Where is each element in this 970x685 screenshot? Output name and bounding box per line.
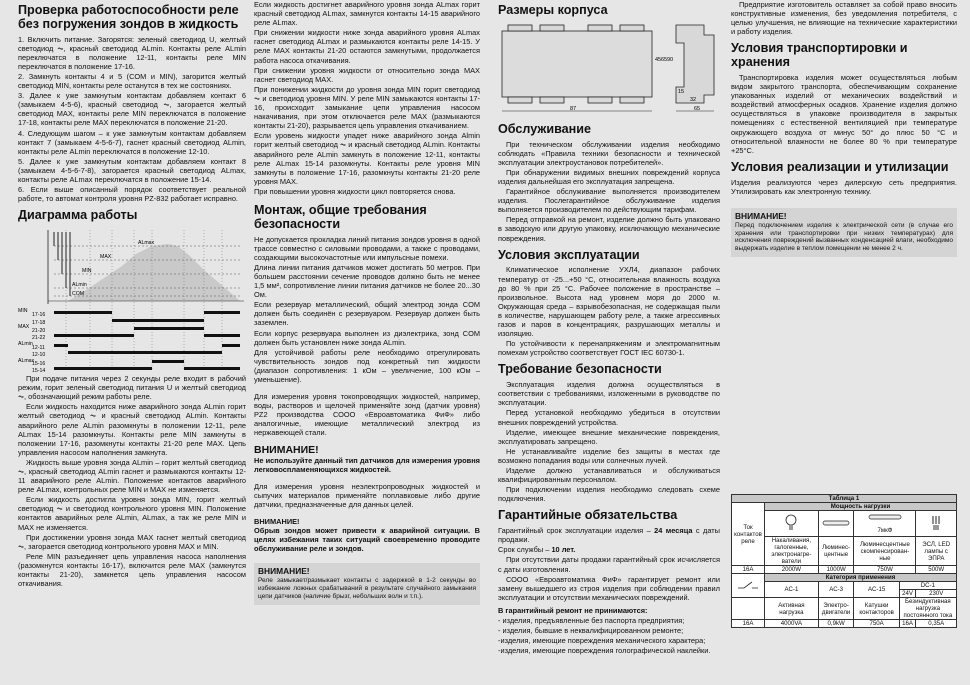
relay-contact-icon [732,574,765,598]
dim-h1: 45 [655,56,662,63]
diagram-title: Диаграмма работы [18,208,138,223]
operation-para-2: По устойчивости к перенапряжениям и электромагнитным помехам устройство соответствует ГОСТ IEC 60730-1. [498,339,720,358]
relay-almin-label: ALmin [18,341,33,348]
cat-load-blank [732,598,765,620]
cycle-para-1: Если жидкость достигнет аварийного уровня зонда ALmax горит красный светодиод ALmax, замкнутся контакты 14-15 аварийного реле ALmax. [254,0,480,28]
attention-condensation-box [731,208,957,257]
power-current: 16A [732,566,765,574]
service-title: Обслуживание [498,121,592,136]
install-para-2: Длина линии питания датчиков может достигать 50 метров. При большем расстоянии сечение проводов должно быть не менее 1,5 мм², сопротивление линии питания датчиков не более 20...30 Ом. [254,262,480,300]
dim-side3: 65 [694,105,701,112]
relay-almin-c1: 12-11 [32,345,45,352]
work-para-3: Жидкость выше уровня зонда ALmin – горит желтый светодиод ⏦, красный светодиод ALmin гаснет и размыкаются контакты 12-11 аварийного реле ALmin. Положение контактов аварийного реле ALmax, контрольных реле MIN и MAX не изменяется. [18,457,246,495]
attention-probes [254,517,480,553]
cat-value-4: 16A [899,620,916,628]
table-title: Таблица 1 [732,495,957,503]
cat-load-coils: Катушки контакторов [854,598,899,620]
column-4 [731,0,957,685]
cat-load-active: Активная нагрузка [765,598,819,620]
warranty-prefix: Гарантийный срок эксплуатации изделия – [498,526,651,536]
check-step-5: 5. Далее к уже замкнутым контактам добавляем контакт 8 (замыкаем 4-5-6-7-8), загорается красный светодиод ALmax, контакты реле ALmax переключатся в положение 15-14. [18,156,246,184]
safety-para-3: Изделие, имеющее внешние механические повреждения, эксплуатировать запрещено. [498,427,720,446]
relay-almin-c2: 12-10 [32,352,46,359]
power-value-2: 1000W [818,566,854,574]
relay-almax-c1: 15-16 [32,361,46,368]
check-step-2: 2. Замкнуть контакты 4 и 5 (COM и MIN), загорится желтый светодиод MIN, контакты реле останутся в тех же состояниях. [18,71,246,91]
service-para-3: Гарантийное обслуживание выполняется производителем изделия. Послегарантийное обслуживание изделия выполняется производителем по действующим тарифам. [498,187,720,215]
dim-h2: 65 [661,56,668,63]
install-para-3: Если резервуар металлический, общий электрод зонда COM должен быть соединён с резервуаром. Резервуар должен быть заземлен. [254,300,480,328]
safety-title: Требование безопасности [498,362,662,377]
current-head: Ток контактов реле [732,503,765,566]
relay-min-c1: 17-16 [32,312,46,319]
service-life-line [498,545,720,554]
transport-title: Условия транспортировки и хранения [731,41,908,70]
level-almax: ALmax [138,240,155,247]
attention-condensation-title: ВНИМАНИЕ! [735,210,787,221]
load-table-wrap [731,494,957,628]
power-value-3: 750W [854,566,916,574]
install-para-4: Если корпус резервуара выполнен из диэлектрика, зонд COM должен быть установлен ниже зонда ALmin. [254,328,480,347]
load-cfl-led: ЭСЛ, LED лампы с ЭПРА [916,537,957,566]
safety-para-1: Эксплуатация изделия должна осуществляться в соответствии с требованиями, изложенными в руководстве по эксплуатации. [498,380,720,408]
warranty-suffix: с даты продажи. [498,526,720,545]
load-table [731,494,957,628]
load-compensated: Люминесцентные скомпенсирован-ные [854,537,916,566]
power-value-1: 2000W [765,566,819,574]
column-3 [498,0,720,685]
service-life-prefix: Срок службы – [498,545,550,555]
attention-delay-text: Реле замыкает/размыкает контакты с задержкой в 1-2 секунды во избежание ложных срабатываний в результате случайного замыкания цепи датчиков (наличие брызг, небольших волн и т.п.). [258,577,476,600]
attention-probes-title: ВНИМАНИЕ! [254,517,300,526]
load-incandescent: Накаливания, галогенные, электронагре-ватели [765,537,819,566]
column-2 [254,0,480,685]
cycle-para-6: При повышении уровня жидкости цикл повторяется снова. [254,186,456,196]
load-fluorescent: Люминес-центные [818,537,854,566]
level-max: MAX [100,254,112,261]
warranty-para-1: При отсутствии даты продажи гарантийный срок исчисляется с даты изготовления. [498,555,720,574]
check-title: Проверка работоспособности реле без погружения зондов в жидкость [18,3,239,31]
attention-condensation-text: Перед подключением изделия к электрической сети (в случае его хранения или транспортировки при низких температурах) для исключения повреждений вызванных конденсацией влаги, необходимо выдержать изделие в теплом помещении не менее 2 ч. [735,221,953,253]
intro-para: Предприятие изготовитель оставляет за собой право вносить конструктивные изменения, без уведомления потребителя, с целью улучшения, не влияющие на технические характеристики и работу изделия. [731,0,957,37]
warranty-term: 24 месяца [654,526,693,536]
install-para-6: Для измерения уровня токопроводящих жидкостей, например, воды, растворов и щелочей применяйте зонд (датчик уровня) PZ2 производства СООО «Евроавтоматика ФиФ» либо аналогичные, имеющие металлический электрод из нержавеющей стали. [254,392,480,438]
service-para-1: При техническом обслуживании изделия необходимо соблюдать «Правила техники безопасности и технической эксплуатации электроустановок потребителей». [498,139,720,167]
fluorescent-icon [818,511,854,537]
compensated-fluorescent-icon [854,511,916,537]
attention-flammable [254,444,480,474]
cat-load-dc: Безиндуктивная нагрузка постоянного тока [899,598,956,620]
install-para-1: Не допускается прокладка линий питания зондов уровня в одной трассе совместно с силовыми проводами, а также с проводами, создающими высокочастотные или импульсные помехи. [254,234,480,262]
disposal-para: Изделия реализуются через дилерскую сеть предприятия. Утилизировать как электронную технику. [731,177,957,196]
relay-max-label: MAX [18,324,30,331]
attention-delay-box [254,563,480,604]
warranty-title: Гарантийные обязательства [498,508,678,523]
check-step-6: 6. Если выше описанный порядок соответствует реальной работе, то автомат контроля уровня PZ-832 работает исправно. [18,185,246,204]
check-step-1: 1. Включить питание. Загорятся: зеленый светодиод U, желтый светодиод ⏦, красный светодиод ALmin. Контакты реле ALmin переключатся в положение 12-11, контакты реле MIN переключатся в положение 17-16. [18,34,246,71]
level-com: COM [72,291,85,298]
attention-probes-text: Обрыв зондов может привести к аварийной ситуации. В целях избежания таких ситуаций своевременно проводите обслуживание реле и зондов. [254,526,480,554]
dim-h3: 90 [667,56,674,63]
cat-value-5: 0,35A [916,620,957,628]
cfl-led-icon [916,511,957,537]
dim-width: 87 [570,105,577,112]
safety-para-4: Не устанавливайте изделие без защиты в местах где возможно попадания воды или солнечных лучей. [498,446,720,465]
housing-dimensions-drawing [498,21,720,117]
operation-title: Условия эксплуатации [498,247,640,262]
capacitor-label: 7мкФ [877,527,893,534]
category-dc1: DC-1 [899,582,956,590]
dims-title: Размеры корпуса [498,3,608,17]
attention-flammable-title: ВНИМАНИЕ! [254,443,319,456]
service-para-2: При обнаружении видимых внешних повреждений корпуса изделия дальнейшая его эксплуатация запрещена. [498,167,720,186]
check-step-4: 4. Следующим шагом – к уже замкнутым контактам добавляем контакт 7 (замыкаем 4-5-6-7), гаснет красный светодиод ALmin, контакты реле ALmin переключатся в положение 12-10. [18,128,246,156]
cat-value-1: 4000VA [765,620,819,628]
relay-min-label: MIN [18,308,28,315]
nonconductive-para: Для измерения уровня неэлектропроводных жидкостей и сыпучих материалов применяйте поплавковые либо другие датчики, предназначенные для данных целей. [254,481,480,509]
cycle-para-5: Если уровень жидкости упадет ниже аварийного зонда Almin горит желтый светодиод ⏦ и красный светодиод ALmin. Контакты аварийного реле ALmin замкнуть в положение 12-11, контакты реле ALmax 15-14 разомкнуты. Контакты реле уровня MIN замкнуты в положение 17-16, разомкнуты контакты 21-20 реле уровня MAX. [254,131,480,186]
operation-diagram [18,226,246,374]
relay-max-c2: 21-22 [32,335,46,342]
work-para-2: Если жидкость находится ниже аварийного зонда ALmin горит желтый светодиод ⏦ и красный светодиод ALmin. Контакты аварийного реле ALmin разомкнуты в положении 12-11, реле ALmax 15-14 разомкнуты. Контакты реле MIN замкнуты в положении 17-16, разомкнуты контакты 21-20 реле MAX. Цепь управления насосом наполнения замкнута. [18,402,246,457]
not-accepted-1: - изделия, предъявленные без паспорта предприятия; [498,616,685,626]
relay-min-c2: 17-18 [32,320,46,327]
relay-almax-c2: 15-14 [32,368,46,375]
relay-almax-label: ALmax [18,358,35,365]
category-ac1: AC-1 [765,582,819,598]
service-life-value: 10 лет. [551,545,576,555]
safety-para-2: Перед установкой необходимо убедиться в отсутствии внешних повреждений устройства. [498,408,720,427]
install-para-5: Для устойчивой работы реле необходимо отрегулировать чувствительность зондов под конкретный тип жидкости (диапазон сопротивления: 1 кОм – увеличение, 100 кОм – уменьшение). [254,347,480,384]
work-para-1: При подаче питания через 2 секунды реле входит в рабочий режим, горит зеленый светодиод питания U и желтый светодиод ⏦, обозначающий режим работы реле. [18,374,246,402]
power-value-4: 500W [916,566,957,574]
warranty-para-2: СООО «Евроавтоматика ФиФ» гарантирует ремонт или замену вышедшего из строя изделия при соблюдении правил эксплуатации и отсутствии механических повреждений. [498,574,720,602]
warranty-term-line [498,526,720,544]
level-almin: ALmin [72,282,87,289]
safety-para-6: При подключении изделия необходимо следовать схеме подключения. [498,485,720,504]
not-accepted-3: -изделия, имеющие повреждения механического характера; [498,636,706,646]
safety-para-5: Изделие должно устанавливаться и обслуживаться квалифицированным персоналом. [498,466,720,485]
dc-volt-24: 24V [899,590,916,598]
work-para-5: При достижении уровня зонда MAX гаснет желтый светодиод ⏦, загорается светодиод контрольного уровня MAX и MIN. [18,532,246,551]
category-head: Категория применения [765,574,957,582]
disposal-title: Условия реализации и утилизации [731,159,949,174]
work-para-6: Реле MIN разъединяет цепь управления насоса наполнения (разомкнутся контакты 16-17), включится реле MAX (замкнутся контакты 21-20), замкнется цепь управления насосом откачивания. [18,551,246,589]
attention-flammable-text: Не используйте данный тип датчиков для измерения уровня легковоспламеняющихся жидкостей. [254,455,480,474]
dc-volt-230: 230V [916,590,957,598]
cycle-para-4: При понижении жидкости до уровня зонда MIN горит светодиод ⏦ и светодиод уровня MIN. У реле MIN замыкаются контакты 17-16, происходит замыкание цепи управления насосом накачивания, при этом отключается реле MAX (размыкаются контакты 21-20), разрывается цепь управления откачиванием. [254,84,480,131]
cat-current: 16A [732,620,765,628]
work-para-4: Если жидкость достигла уровня зонда MIN, горит желтый светодиод ⏦ и светодиод контрольного уровня MIN. Положение контактов аварийных реле ALmin, ALmax, а так же реле MIN и MAX не изменяется. [18,495,246,532]
level-min: MIN [82,268,92,275]
cat-value-2: 0,9kW [818,620,854,628]
cat-value-3: 750A [854,620,899,628]
power-head: Мощность нагрузки [765,503,957,511]
transport-para: Транспортировка изделия может осуществляться любым видом закрытого транспорта, обеспечивающим сохранение упакованных изделий от механических воздействий и воздействий атмосферных осадков. Хранение изделия должно осуществляться в упаковке производителя в закрытых помещениях с естественной вентиляцией при температуре окружающего воздуха от минус 50° до плюс 50 °С и относительной влажности не более 80 % при температуре +25°С. [731,72,957,155]
dim-side1: 15 [678,88,685,95]
column-1 [18,0,246,685]
attention-delay-title: ВНИМАНИЕ! [258,566,310,577]
cycle-para-3: При снижении уровня жидкости от относительно зонда MAX гаснет светодиод MAX. [254,65,480,84]
not-accepted-2: - изделия, бывшие в неквалифицированном ремонте; [498,626,684,636]
not-accepted-4: -изделия, имеющие повреждения голографической наклейки. [498,646,711,656]
install-title: Монтаж, общие требования безопасности [254,202,427,231]
incandescent-icon [765,511,819,537]
category-ac3: AC-3 [818,582,854,598]
cat-load-motors: Электро-двигатели [818,598,854,620]
cycle-para-2: При снижении жидкости ниже зонда аварийного уровня ALmax гаснет светодиод ALmax и размыкаются контакты реле 14-15. У реле MAX контакты 21-20 остаются замкнутыми, продолжается работа насоса откачивания. [254,28,480,65]
dim-side2: 32 [690,96,697,103]
operation-para-1: Климатическое исполнение УХЛ4, диапазон рабочих температур от -25...+50 °С, относительная влажность воздуха до 80 % при 25 °С. Рабочее положение в пространстве – произвольное. Высота над уровнем моря до 2000 м. Окружающая среда – взрывобезопасная, не содержащая пыли в количестве, нарушающем работу реле, а также агрессивных газов и паров в концентрациях, разрушающих металлы и изоляцию. [498,265,720,339]
relay-max-c1: 21-20 [32,328,46,335]
not-accepted-title: В гарантийный ремонт не принимаются: [498,605,648,615]
service-para-4: Перед отправкой на ремонт, изделие должно быть упаковано в заводскую или другую упаковку, исключающую механические повреждения. [498,215,720,243]
category-ac15: AC-15 [854,582,899,598]
check-step-3: 3. Далее к уже замкнутым контактам добавляем контакт 6 (замыкаем 4-5-6), красный светодиод ⏦, загорается желтый светодиод MAX, контакты реле MIN переключатся в положение 17-18, контакты реле MAX переключатся в положение 21-20. [18,91,246,128]
